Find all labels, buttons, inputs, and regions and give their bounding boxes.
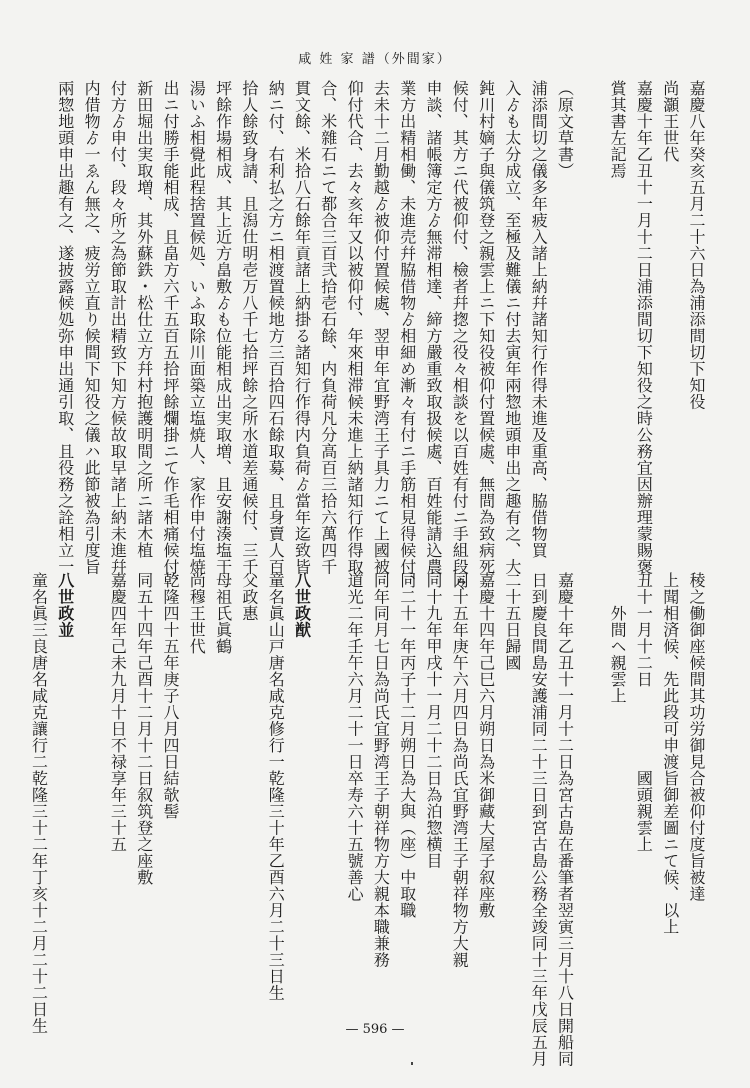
text-column: 同二十一年丙子十二月朔日為大與（座）中取職 [397,572,417,919]
ink-speck [411,1062,413,1065]
text-column: 鈍川村嫡子與儀筑登之親雲上ニ下知役被仰付置候處、無間為致病死 [476,80,496,575]
text-column: 合、米雜石ニて都合三百弐拾壱石餘、内負荷凡分高百三拾六萬四千 [318,80,338,575]
text-column: 同十九年甲戌十一月二十二日為泊惣横目 [424,572,443,869]
text-column: 内借物ゟ一ゑん無之、疲労立直り候間下知役之儀ハ此節被為引度旨 [82,80,102,575]
text-column: 湯いふ相覺此程捨置候処、いふ取除川面築立塩焼人、家作申付塩焼 [187,80,207,575]
text-column: 道光二年壬午六月二十一日卒寿六十五號善心 [345,572,365,902]
page-number: — 596 — [345,1022,405,1037]
text-column: 嘉慶十年乙丑十一月十二日浦添間切下知役之時公務宜因辦理蒙賜褒 [634,80,654,575]
text-column: 坪餘作場相成、其上近方畠敷ゟも位能相成出実取増、且安謝湊塩干 [213,80,233,575]
text-column: 兩惣地頭申出趣有之、遂披露候処弥申出通引取、且役務之詮相立一 [55,80,75,575]
text-column: 入ゟも太分成立、至極及難儀ニ付去寅年兩惣地頭申出之趣有之、大 [502,80,522,575]
text-column: 稜之働御座候間其功労御見合被仰付度旨被達 [687,572,706,902]
text-column: 尚穆王世代 [187,572,207,655]
text-column: 浦添間切之儀多年疲入諸上納幷諸知行作得未進及重高、脇借物買 [529,80,549,559]
text-column: （原文草書） [555,80,575,179]
text-column: 候付、其方ニ代被仰付、檢者幷揔之役々相談を以百姓有付ニ手組段々 [450,80,470,592]
text-column: 母祖氏眞鶴 [213,572,233,655]
text-column: 童名眞山戸唐名咸克修行一乾隆三十年乙酉六月二十三日生 [266,572,286,1001]
text-column: 新田堀出実取増、其外蘇鉄・松仕立方幷村抱護明間之所ニ諸木植 [134,80,154,559]
text-column: 上聞相済候、先此段可申渡旨御差圖ニて候、以上 [660,572,680,935]
text-column: 同十五年庚午六月四日為尚氏宜野湾王子朝祥物方大親 [450,572,470,968]
text-column: 二十五日歸國 [502,572,522,671]
text-column: 嘉慶十四年己巳六月朔日為米御藏大屋子叙座敷 [476,572,496,919]
text-column: 拾人餘致身請、且潟仕明壱万八千七拾坪餘之所水道差通候付、三千 [239,80,259,575]
text-column: 外間ヘ親雲上 [608,572,628,704]
text-column: 同五十四年己酉十二月十二日叙筑登之座敷 [134,572,154,886]
text-column: 申談、諸帳簿定方ゟ無滞相達、締方嚴重致取扱候處、百姓能請込農 [424,80,443,575]
text-column: 童名眞三良唐名咸克讓行二乾隆三十二年丁亥十二月二十二日生 [29,572,49,1034]
page-header: 咸 姓 家 譜（外間家） [298,52,452,67]
text-column: 嘉慶四年己未九月十日不禄享年三十五 [108,572,128,853]
text-column: 嘉慶八年癸亥五月二十六日為浦添間切下知役 [687,80,706,410]
text-column: 父政惠 [239,572,259,622]
text-column: 丑十一月十二日 國頭親雲上 [634,572,654,853]
text-column: 去未十二月勤越ゟ被仰付置候處、翌申年宜野湾王子具力ニて上國被 [371,80,391,575]
text-column: 日到慶良間島安護浦同二十三日到宮古島公務全竣同十三年戊辰五月 [529,572,549,1067]
text-column: 賞其書左記焉 [608,80,628,179]
generation-heading: 八世政猷 [292,572,312,638]
text-column: 業方出精相働、未進売幷脇借物ゟ相細め漸々有付ニ手筋相見得候付、 [397,80,417,592]
text-column: 出ニ付勝手能相成、且畠方六千五百五拾坪餘爛掛ニて作毛相痛候付、 [161,80,180,592]
text-column: 納ニ付、右利払之方ニ相渡置候地方三百拾四石餘取募、且身賣人百 [266,80,286,575]
text-column: 付方ゟ申付、段々所之為節取計出精致下知方候故取早諸上納未進幷 [108,80,128,575]
text-column: 嘉慶十年乙丑十一月十二日為宮古島在番筆者翌寅三月十八日開船同 [555,572,575,1067]
text-column: 仰付代合、去々亥年又以被仰付、年來相滞候未進上納諸知行作得取 [345,80,365,575]
generation-heading: 八世政並 [55,572,75,638]
text-column: 尚灝王世代 [660,80,680,163]
text-column: 乾隆四十五年庚子八月四日結欹髻 [161,572,180,820]
text-column: 同年同月七日為尚氏宜野湾王子朝祥物方大親本職兼務 [371,572,391,968]
text-column: 貫文餘、米拾八石餘年貢諸上納掛る諸知行作得内負荷ゟ當年迄致皆 [292,80,312,575]
